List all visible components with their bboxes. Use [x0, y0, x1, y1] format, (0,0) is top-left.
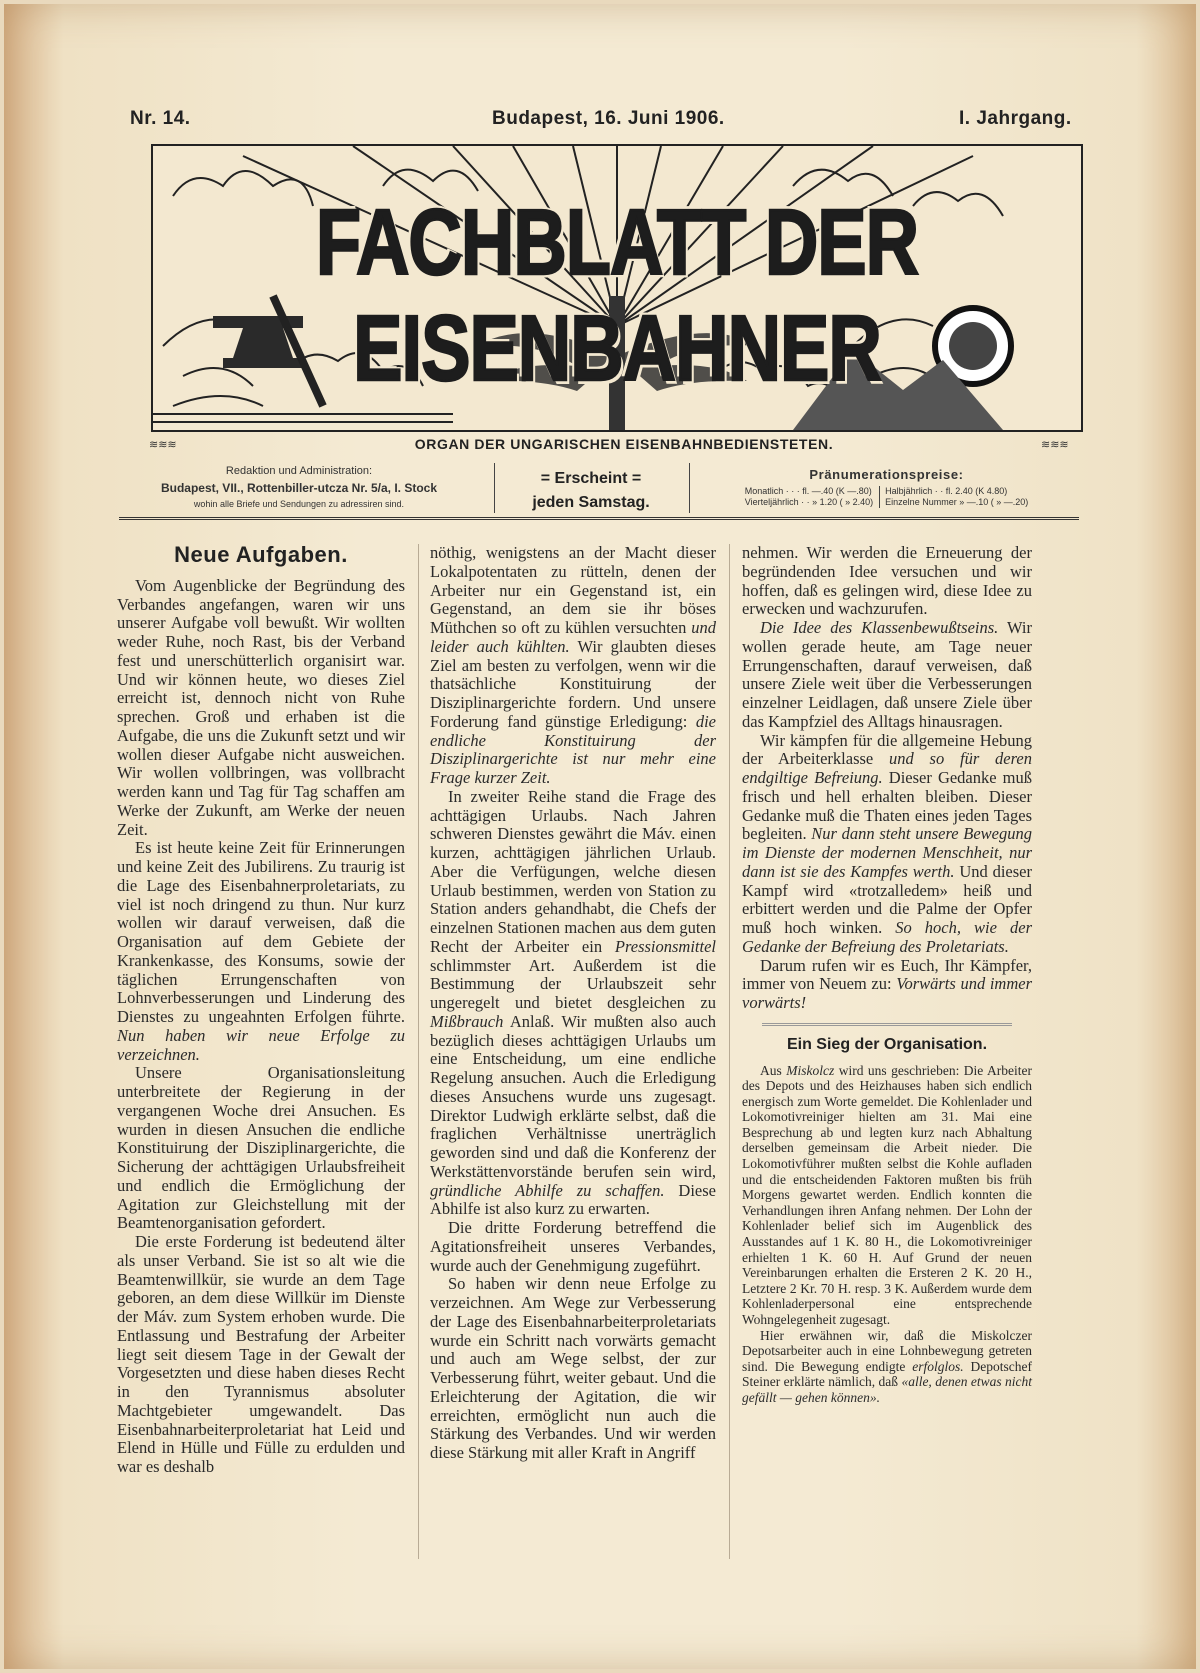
price-quarterly: Vierteljährlich · · » 1.20 ( » 2.40) — [744, 497, 874, 507]
article-title: Ein Sieg der Organisation. — [786, 1035, 988, 1053]
paragraph: Die erste Forderung ist bedeutend älter als unser Verband. Sie ist so alt wie die Beamtenwillkür, sie wurde an dem Tage geboren, an dem diese Willkür im Dienste der Máv. zum System erhoben wurde. Die Entlassung und Bestrafung der Arbeiter liegt seit diesem Tage in der Gewalt der Vorgesetzten und diese haben dieses Recht in den Tyrannismus absoluter Machtgebieter umgewandelt. Das Eisenbahnarbeiterproletariat hat Leid und Elend in Hülle und Fülle zu erdulden und war es deshalb — [117, 1232, 405, 1476]
prices-title: Pränumerationspreise: — [809, 467, 964, 482]
paragraph: Hier erwähnen wir, daß die Miskolczer Depotsarbeiter auch in eine Lohnbewegung getreten sind. Die Bewegung endigte erfolglos. Depotschef Steiner erklärte nämlich, daß «alle, denen etwas nicht gefällt — gehen können». — [742, 1327, 1032, 1405]
paragraph: Wir kämpfen für die allgemeine Hebung der Arbeiterklasse und so für deren endgiltige Befreiung. Dieser Gedanke muß frisch und hell erhalten bleiben. Dieser Gedanke muß die Thaten eines jeden Tages begleiten. Nur dann steht unsere Bewegung im Dienste der modernen Menschheit, nur dann ist sie des Kampfes werth. Und dieser Kampf wird «trotzalledem» heiß und erbittert werden und die Palme der Opfer muß hoch winken. So hoch, wie der Gedanke der Befreiung des Proletariats. — [742, 730, 1033, 956]
editorial-address — [119, 465, 479, 509]
editorial-line1: Redaktion und Administration: — [225, 465, 373, 477]
volume: I. Jahrgang. — [959, 108, 1072, 129]
column-rule — [729, 544, 730, 1559]
divider — [689, 463, 690, 513]
organ-subtitle: ORGAN DER UNGARISCHEN EISENBAHNBEDIENSTETEN. — [414, 436, 834, 452]
newspaper-page — [4, 4, 1196, 1669]
schedule-line2: jeden Samstag. — [532, 494, 650, 511]
subscription-prices — [694, 467, 1079, 508]
editorial-line2: Budapest, VII., Rottenbiller-utcza Nr. 5/a, I. Stock — [160, 481, 438, 495]
column-3 — [742, 544, 1032, 1406]
paragraph: Vom Augenblicke der Begründung des Verbandes angefangen, waren wir uns unserer Aufgabe voll bewußt. Wir wollten weder Ruhe, noch Rast, bis der Verband fest und unerschütterlich organisirt war. Und wir können heute, wo dieses Ziel erreicht ist, dennoch nicht von Ruhe sprechen. Groß und erhaben ist die Aufgabe, die uns die Zukunft setzt und wir wollen dieser Aufgabe nicht ausweichen. Wir wollen vollbringen, was vollbracht werden kann und Tag für Tag schaffen am Werke der Zukunft, am Werke der neuen Zeit. — [117, 575, 405, 839]
paragraph: Unsere Organisationsleitung unterbreitete der Regierung in der vergangenen Woche drei Ansuchen. Es wurden in diesen Ansuchen die endliche Konstituirung der Disziplinargerichte, die Sicherung der achttägigen Urlaubsfreiheit und endlich die Ermöglichung der Agitation zur Gleichstellung mit der Beamtenorganisation gefordert. — [117, 1063, 405, 1233]
paragraph: nehmen. Wir werden die Erneuerung der begründenden Idee versuchen und wir hoffen, daß es gelingen wird, diese Idee zu erwecken und wachzurufen. — [742, 543, 1032, 619]
ornament-left: ≋≋≋ — [149, 438, 177, 451]
paragraph: Die dritte Forderung betreffend die Agitationsfreiheit unseres Verbandes, wurde auch der Genehmigung zugeführt. — [430, 1218, 716, 1275]
ornament-right: ≋≋≋ — [1041, 438, 1069, 451]
article-separator — [762, 1023, 1012, 1026]
divider — [494, 463, 495, 513]
masthead-title: FACHBLATT DER EISENBAHNER — [315, 190, 919, 400]
column-2 — [430, 544, 716, 1463]
masthead-illustration — [151, 144, 1083, 432]
place-date: Budapest, 16. Juni 1906. — [492, 108, 725, 129]
paragraph: nöthig, wenigstens an der Macht dieser Lokalpotentaten zu rütteln, denen der Arbeiter nur ein Gegenstand ist, ein Gegenstand, an dem sie ihr böses Müthchen so oft zu kühlen versuchten und leider auch kühlten. Wir glaubten dieses Ziel am besten zu verfolgen, wenn wir die thatsächliche Konstituirung der Disziplinargerichte fordern. Und unsere Forderung fand günstige Erledigung: die endliche Konstituirung der Disziplinargerichte ist nur mehr eine Frage kurzer Zeit. — [430, 543, 717, 787]
price-halfyear: Halbjährlich · · fl. 2.40 (K 4.80) — [885, 486, 1008, 496]
price-single: Einzelne Nummer » —.10 ( » —.20) — [885, 497, 1029, 507]
column-rule — [418, 544, 419, 1559]
schedule-line1: = Erscheint = — [540, 470, 642, 487]
editorial-line3: wohin alle Briefe und Sendungen zu adressiren sind. — [193, 499, 405, 509]
paragraph: Die Idee des Klassenbewußtseins. Wir wollen gerade heute, am Tage neuer Errungenschaften, darauf verweisen, daß unsere Ziele weit über die Verbesserungen einzelner Leidlagen, daß unsere Ziele über das Kampfziel des Alltags hinausragen. — [742, 618, 1032, 731]
info-bar — [119, 461, 1079, 520]
paragraph: So haben wir denn neue Erfolge zu verzeichnen. Am Wege zur Verbesserung der Lage des Eisenbahnarbeiterproletariats wurde ein Schritt nach vorwärts gemacht und auch am Wege selbst, der zur Verbesserung führt, weiter gebaut. Und die Erleichterung der Agitation, die wir erreichten, ermöglicht nun auch die Stärkung des Verbandes. Und wir werden diese Stärkung mit aller Kraft in Angriff — [430, 1274, 716, 1462]
schedule — [511, 467, 671, 515]
column-1 — [117, 544, 405, 1477]
paragraph: Aus Miskolcz wird uns geschrieben: Die Arbeiter des Depots und des Heizhauses haben sich endlich energisch zum Worte gemeldet. Die Kohlenlader und Lokomotivreiniger hielten am 31. Mai eine Besprechung ab und legten kurz nach Abhaltung derselben gemeinsam die Arbeit nieder. Die Lokomotivführer mußten selbst die Kohle aufladen und die entscheidenden Faktoren mußten bis früh Morgens gewartet werden. Endlich konnten die Verhandlungen ihren Anfang nehmen. Der Lohn der Kohlenlader belief sich im Augenblick des Ausstandes auf 1 K. 80 H., die Lokomotivreiniger erhielten 1 K. 60 H. Auf Grund der neuen Vereinbarungen erhalten die Ersteren 2 K. 20 H., Letztere 2 Kr. 70 H. resp. 3 K. Außerdem wurde dem Kohlenladerpersonal eine entsprechende Wohngelegenheit zugesagt. — [742, 1062, 1032, 1327]
article-title: Neue Aufgaben. — [174, 542, 348, 567]
issue-number: Nr. 14. — [130, 108, 191, 129]
paragraph: In zweiter Reihe stand die Frage des achttägigen Urlaubs. Nach Jahren schweren Dienstes gewährt die Máv. einen kurzen, achttägigen jährlichen Urlaub. Aber die Verfügungen, welche diesen Urlaub bestimmen, werden von Station zu Station anders gehandhabt, die Chefs der einzelnen Stationen machen aus dem guten Recht der Arbeiter ein Pressionsmittel schlimmster Art. Außerdem ist die Bestimmung der Urlaubszeit sehr ungeregelt und bietet desgleichen zu Mißbrauch Anlaß. Wir mußten also auch bezüglich dieses achttägigen Urlaubs um eine Entscheidung, um eine endliche Regelung ansuchen. Auch die Erledigung dieses Ansuchens wurde uns zugesagt. Direktor Ludwigh erklärte selbst, daß die fraglichen Verhältnisse unerträglich geworden sind und daß die Konferenz der Werkstättenvorstände berufen sein wird, gründliche Abhilfe zu schaffen. Diese Abhilfe ist also kurz zu erwarten. — [430, 786, 717, 1219]
paragraph: Darum rufen wir es Euch, Ihr Kämpfer, immer von Neuem zu: Vorwärts und immer vorwärts! — [742, 955, 1032, 1012]
paragraph: Es ist heute keine Zeit für Erinnerungen und keine Zeit des Jubilirens. Zu traurig ist die Lage des Eisenbahnerproletariats, zu viel ist noch dringend zu thun. Nur kurz wollen wir darauf verweisen, daß die Organisation auf dem Gebiete der Krankenkasse, des Konsums, sowie der täglichen Errungenschaften von Lohnverbesserungen und Linderung des Dienstes zu ungeahnten Erfolgen führte. Nun haben wir neue Erfolge zu verzeichnen. — [117, 838, 405, 1064]
price-monthly: Monatlich · · · fl. —.40 (K —.80) — [744, 486, 872, 496]
